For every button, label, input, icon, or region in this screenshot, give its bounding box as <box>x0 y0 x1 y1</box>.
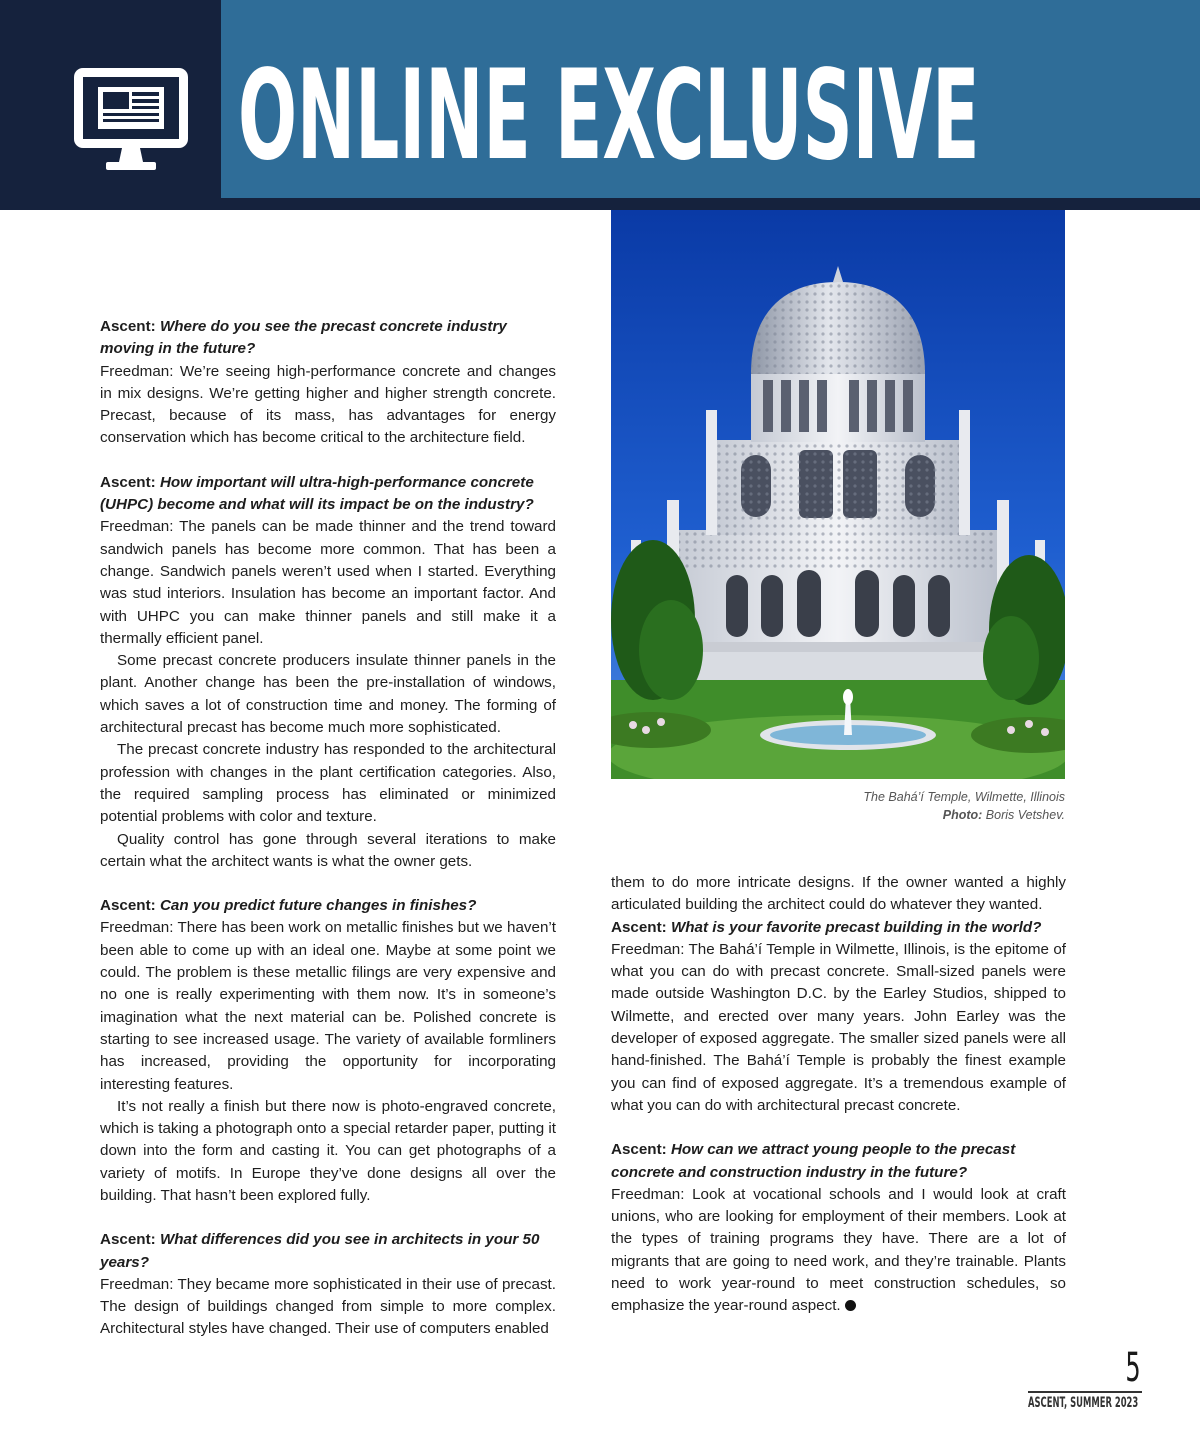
question <box>100 895 556 917</box>
question-text: What is your favorite precast building in the world? <box>670 918 1042 936</box>
question <box>611 917 1066 939</box>
monitor-article-icon <box>72 66 190 174</box>
question-text: How can we attract young people to the precast concrete and construction industry in the future? <box>611 1141 1016 1181</box>
temple-photo <box>611 210 1065 779</box>
answer-paragraph: Quality control has gone through several iterations to make certain what the architect wants is what the owner gets. <box>100 830 556 870</box>
answer-paragraph: It’s not really a finish but there now is photo-engraved concrete, which is taking a photograph onto a special retarder paper, putting it down into the form and casting it. You can get photographs of a variety of motifs. In Europe they’ve done designs all over the building. That hasn’t been explored fully. <box>100 1097 556 1204</box>
question <box>611 1139 1066 1184</box>
continuation-paragraph: them to do more intricate designs. If the owner wanted a highly articulated building the architect could do whatever they wanted. <box>611 874 1066 914</box>
photo-credit <box>611 806 1065 824</box>
question-text: Where do you see the precast concrete industry moving in the future? <box>100 318 507 358</box>
right-column <box>611 872 1066 1318</box>
question-text: Can you predict future changes in finishes? <box>159 897 477 915</box>
asker-label: Ascent: <box>100 897 156 915</box>
answer-paragraph: Freedman: The panels can be made thinner and the trend toward sandwich panels has become more common. That has been a change. Sandwich panels weren’t used when I started. Everything was stud interiors. Insulation has become an important factor. And with UHPC you can make thinner panels and still make it a thermally efficient panel. <box>100 518 556 647</box>
banner-title: ONLINE EXCLUSIVE <box>238 44 980 188</box>
page-number: 5 <box>1125 1345 1141 1391</box>
answer-paragraph: Freedman: We’re seeing high-performance concrete and changes in mix designs. We’re getting higher and higher strength concrete. Precast, because of its mass, has advantages for energy conservation which has become critical to the architecture field. <box>100 362 556 447</box>
qa-block <box>100 316 556 450</box>
left-column <box>100 316 556 1341</box>
question-text: How important will ultra-high-performance concrete (UHPC) become and what will its impact be on the industry? <box>100 473 534 514</box>
asker-label: Ascent: <box>100 318 156 335</box>
answer-paragraph: The precast concrete industry has responded to the architectural profession with changes in the plant certification categories. Also, the required sampling process has eliminated or minimized potential problems with color and texture. <box>100 741 556 826</box>
question <box>100 316 556 361</box>
question <box>100 472 556 517</box>
publication-footer: ASCENT, SUMMER 2023 <box>1028 1395 1139 1411</box>
answer-paragraph: Freedman: They became more sophisticated in their use of precast. The design of buildings changed from simple to more complex. Architectural styles have changed. Their use of computers enabled <box>100 1275 556 1338</box>
temple-illustration <box>611 210 1065 779</box>
question <box>100 1229 556 1274</box>
answer-paragraph <box>611 1184 1066 1318</box>
answer-text: Freedman: Look at vocational schools and I would look at craft unions, who are looking for employment of their members. Look at the types of training programs they have. There are a lot of migrants that are going to need work, and they’re trainable. Plants need to work year-round to meet construction schedules, so emphasize the year-round aspect. <box>611 1185 1066 1315</box>
asker-label: Ascent: <box>100 1231 156 1249</box>
asker-label: Ascent: <box>611 1141 667 1159</box>
qa-block <box>100 472 556 873</box>
question-text: What differences did you see in architects in your 50 years? <box>100 1231 540 1271</box>
qa-block <box>611 917 1066 1118</box>
footer-divider <box>1028 1391 1142 1393</box>
qa-block <box>100 1229 556 1340</box>
answer-paragraph: Some precast concrete producers insulate thinner panels in the plant. Another change has been the pre-installation of windows, which saves a lot of construction time and money. The forming of architectural precast has become much more sophisticated. <box>100 652 556 737</box>
asker-label: Ascent: <box>100 473 156 491</box>
qa-block <box>611 1139 1066 1317</box>
caption-text: The Bahá’í Temple, Wilmette, Illinois <box>863 790 1065 804</box>
answer-paragraph: Freedman: There has been work on metallic finishes but we haven’t been able to come up with an ideal one. Maybe at some point we could. The problem is these metallic filings are very expensive and no one is really experimenting with them now. It’s in someone’s imagination what the next material can be. Polished concrete is starting to see increased usage. The variety of available formliners has increased, providing the opportunity for incorporating interesting features. <box>100 919 556 1093</box>
asker-label: Ascent: <box>611 918 667 936</box>
photo-caption <box>611 788 1065 824</box>
credit-label: Photo: <box>942 808 983 822</box>
qa-block <box>100 895 556 1207</box>
end-mark-icon <box>845 1300 856 1311</box>
credit-name: Boris Vetshev. <box>985 808 1065 822</box>
banner-bottom-strip <box>221 198 1200 210</box>
answer-paragraph: Freedman: The Bahá’í Temple in Wilmette, Illinois, is the epitome of what you can do with precast concrete. Small-sized panels were made outside Washington D.C. by the Earley Studios, shipped to Wilmette, and erected over many years. John Earley was the developer of exposed aggregate. The smaller sized panels were all hand-finished. The Bahá’í Temple is probably the finest example you can find of exposed aggregate. It’s a tremendous example of what you can do with architectural precast concrete. <box>611 940 1066 1114</box>
